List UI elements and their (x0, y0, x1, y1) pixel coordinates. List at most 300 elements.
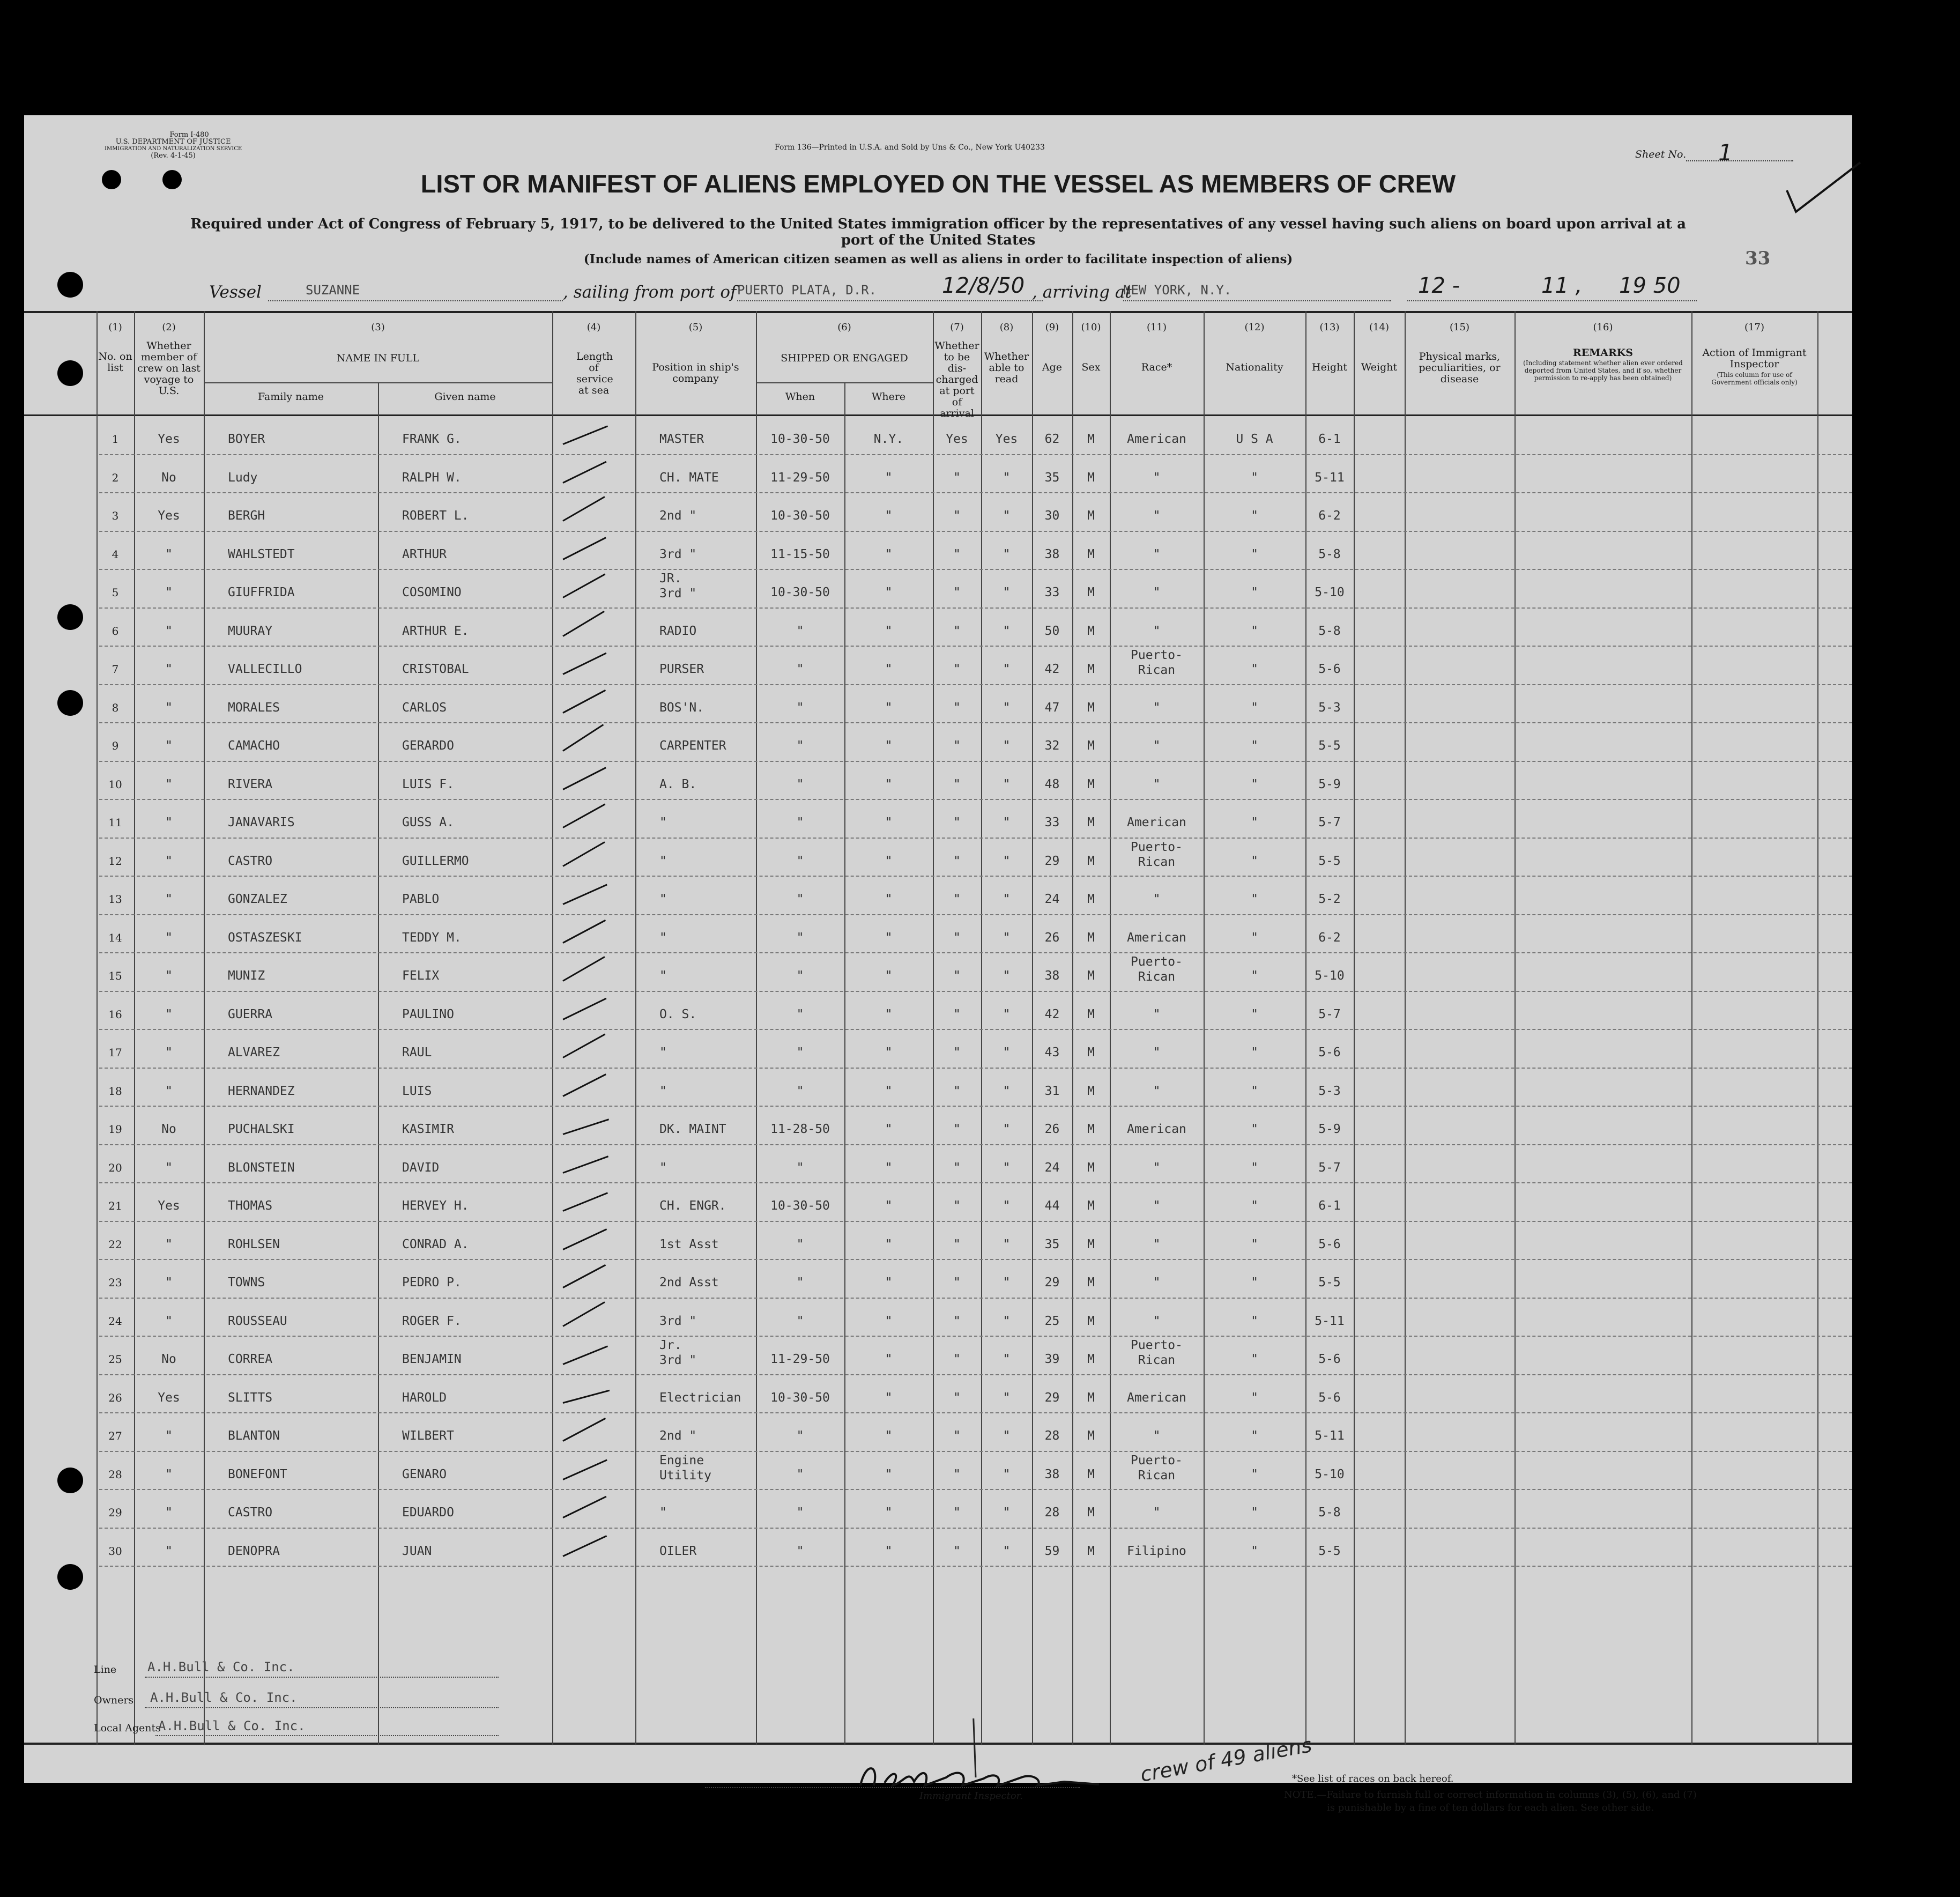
service-tick-mark (562, 1418, 606, 1442)
race-cell: Puerto- (1131, 840, 1183, 854)
prev-voyage-cell: No (161, 1122, 176, 1136)
sex-cell: M (1087, 662, 1095, 676)
position-cell: " (659, 930, 667, 945)
service-tick-mark (562, 461, 606, 483)
shipped-where-cell: " (885, 969, 893, 983)
position-cell: RADIO (659, 624, 697, 638)
position-cell: Jr. (659, 1338, 682, 1352)
given-name-cell: CARLOS (402, 700, 447, 715)
col-shipped-header: SHIPPED OR ENGAGED (781, 352, 908, 364)
sex-cell: M (1087, 816, 1095, 829)
shipped-where-cell: " (885, 470, 893, 485)
age-cell: 25 (1044, 1314, 1060, 1328)
read-cell: " (1003, 624, 1011, 638)
nationality-cell: " (1251, 509, 1258, 523)
discharge-cell: " (953, 1007, 961, 1021)
shipped-when-cell: " (796, 1467, 804, 1481)
read-cell: " (1003, 1467, 1011, 1481)
arrival-day: 12 - (1418, 273, 1460, 298)
race-cell: " (1153, 700, 1161, 715)
race-cell: " (1153, 1429, 1161, 1443)
nationality-cell: " (1251, 1237, 1258, 1251)
given-name-cell: COSOMINO (402, 586, 462, 599)
position-cell: " (659, 854, 667, 868)
read-cell: " (1003, 1390, 1011, 1405)
height-cell: 5-9 (1318, 777, 1341, 791)
row-number: 20 (108, 1161, 122, 1174)
position-cell-line2: 3rd " (659, 587, 697, 601)
given-name-cell: ARTHUR E. (402, 624, 469, 638)
sex-cell: M (1087, 1276, 1095, 1290)
age-cell: 32 (1044, 739, 1060, 753)
position-cell: 2nd " (659, 1429, 697, 1443)
race-cell: " (1153, 509, 1161, 523)
table-row (24, 839, 1852, 877)
age-cell: 59 (1044, 1544, 1060, 1558)
race-cell: " (1153, 1276, 1161, 1290)
discharge-cell: " (953, 1390, 961, 1405)
nationality-cell: " (1251, 1544, 1258, 1558)
prev-voyage-cell: " (165, 1429, 173, 1443)
age-cell: 31 (1044, 1084, 1060, 1098)
height-cell: 6-2 (1318, 930, 1341, 945)
prev-voyage-cell: " (165, 892, 173, 906)
discharge-cell: " (953, 969, 961, 983)
shipped-where-cell: " (885, 1276, 893, 1290)
read-cell: " (1003, 1199, 1011, 1213)
shipped-when-cell: " (796, 624, 804, 638)
row-number: 12 (108, 854, 122, 868)
shipped-where-cell: " (885, 1046, 893, 1059)
table-row (24, 417, 1852, 455)
height-cell: 6-2 (1318, 509, 1341, 523)
sheet-number-underline (1686, 160, 1793, 161)
race-cell-line2: Rican (1138, 1468, 1176, 1483)
shipped-where-cell: " (885, 586, 893, 599)
nationality-cell: " (1251, 777, 1258, 791)
sex-cell: M (1087, 739, 1095, 753)
family-name-cell: HERNANDEZ (228, 1084, 295, 1098)
family-name-cell: ALVAREZ (228, 1046, 280, 1059)
race-cell: American (1127, 816, 1186, 829)
shipped-when-cell: 10-30-50 (770, 586, 830, 599)
discharge-cell: " (953, 700, 961, 715)
nationality-cell: " (1251, 586, 1258, 599)
table-row (24, 1337, 1852, 1375)
prev-voyage-cell: " (165, 739, 173, 753)
nationality-cell: " (1251, 1467, 1258, 1481)
prev-voyage-cell: No (161, 470, 176, 485)
shipped-where-cell: " (885, 930, 893, 945)
table-row (24, 570, 1852, 609)
sex-cell: M (1087, 1390, 1095, 1405)
age-cell: 48 (1044, 777, 1060, 791)
row-number: 22 (108, 1238, 122, 1251)
given-name-cell: JUAN (402, 1544, 432, 1558)
sex-cell: M (1087, 1352, 1095, 1366)
given-name-cell: WILBERT (402, 1429, 454, 1443)
sex-cell: M (1087, 1237, 1095, 1251)
race-cell: Puerto- (1131, 1338, 1183, 1352)
family-name-cell: PUCHALSKI (228, 1122, 295, 1136)
race-cell: Puerto- (1131, 955, 1183, 969)
shipped-when-cell: 11-28-50 (770, 1122, 830, 1136)
family-name-cell: JANAVARIS (228, 816, 295, 829)
family-name-cell: BLONSTEIN (228, 1160, 295, 1175)
age-cell: 38 (1044, 547, 1060, 561)
height-cell: 5-8 (1318, 624, 1341, 638)
subtitle-line3: (Include names of American citizen seamen as well as aliens in order to facilitate inspection of aliens) (583, 252, 1293, 266)
read-cell: " (1003, 739, 1011, 753)
position-cell: 3rd " (659, 547, 697, 561)
position-cell: " (659, 1084, 667, 1098)
given-name-cell: CONRAD A. (402, 1237, 469, 1251)
sheet-label: Sheet No. (1635, 149, 1687, 160)
height-cell: 5-5 (1318, 1276, 1341, 1290)
nationality-cell: " (1251, 1084, 1258, 1098)
discharge-cell: " (953, 739, 961, 753)
nationality-cell: U S A (1236, 432, 1273, 446)
given-name-cell: ARTHUR (402, 547, 447, 561)
shipped-when-cell: " (796, 1276, 804, 1290)
table-row (24, 723, 1852, 762)
shipped-when-cell: " (796, 777, 804, 791)
read-cell: " (1003, 854, 1011, 868)
prev-voyage-cell: " (165, 969, 173, 983)
discharge-cell: " (953, 1199, 961, 1213)
age-cell: 43 (1044, 1046, 1060, 1059)
read-cell: " (1003, 1429, 1011, 1443)
position-cell: " (659, 1046, 667, 1059)
service-tick-mark (562, 537, 606, 560)
given-name-cell: TEDDY M. (402, 930, 462, 945)
shipped-where-cell: N.Y. (873, 432, 904, 446)
age-cell: 47 (1044, 700, 1060, 715)
position-cell: CH. ENGR. (659, 1199, 726, 1213)
table-row (24, 762, 1852, 801)
family-name-cell: VALLECILLO (228, 662, 302, 676)
table-row (24, 915, 1852, 954)
race-cell: " (1153, 892, 1161, 906)
prev-voyage-cell: " (165, 1506, 173, 1520)
read-cell: " (1003, 547, 1011, 561)
family-name-cell: BOYER (228, 432, 265, 446)
given-name-cell: LUIS F. (402, 777, 454, 791)
service-tick-mark (562, 1459, 607, 1480)
service-tick-mark (562, 610, 605, 636)
row-number: 1 (112, 433, 119, 446)
sex-cell: M (1087, 1122, 1095, 1136)
sex-cell: M (1087, 1544, 1095, 1558)
service-tick-mark (563, 1118, 610, 1135)
given-name-cell: PEDRO P. (402, 1276, 462, 1290)
discharge-cell: " (953, 1544, 961, 1558)
height-cell: 5-10 (1315, 586, 1345, 599)
col-prev-voyage-header: Whether member of crew on last voyage to U.S. (137, 340, 201, 397)
read-cell: " (1003, 1544, 1011, 1558)
col-height-header: Height (1312, 361, 1347, 373)
row-number: 13 (108, 893, 122, 906)
height-cell: 5-3 (1318, 1084, 1341, 1098)
position-cell: Engine (659, 1453, 704, 1468)
height-cell: 5-7 (1318, 1007, 1341, 1021)
shipped-where-cell: " (885, 1237, 893, 1251)
family-name-cell: RIVERA (228, 777, 273, 791)
height-cell: 5-11 (1315, 470, 1345, 485)
discharge-cell: " (953, 662, 961, 676)
col-discharge-header: Whether to be dis-charged at port of arrival (934, 340, 979, 419)
position-cell: 2nd " (659, 509, 697, 523)
family-name-cell: BLANTON (228, 1429, 280, 1443)
table-row (24, 647, 1852, 685)
read-cell: " (1003, 892, 1011, 906)
service-tick-mark (562, 724, 604, 752)
manifest-sheet: Form I-480 U.S. DEPARTMENT OF JUSTICE IMMIGRATION AND NATURALIZATION SERVICE (Rev. 4-1-45) Form 136—Printed in U.S.A. and Sold by Uns & Co., New York U40233 Sheet No. 1 LIST OR MANIFEST OF ALIENS EMPLOYED ON THE VESSEL AS MEMBERS OF CREW Required under Act of Congress of February 5, 1917, to be delivered to the United States immigration officer by the representatives of any vessel having such aliens on board upon arrival at a port of the United States (Include names of American citizen seamen as well as aliens in order to facilitate inspection of aliens) 33 Vessel SUZANNE , sailing from port of PUERTO PLATA, D.R. 12/8/50 , arriving at NEW YORK, N.Y. 12 - 11 , 19 50 (1) No. on list (2) Whether member of crew on last voyage to U.S. (3) NAME IN FULL Family name Given name (4) Length of service at sea (5) Position in ship's company (6) SHIPPED OR ENGAGED When Where (7) Whether to be dis-charged at port of arrival (8) Whether able to read (9) Age (10) Sex (11) Race* (12) Nationality (13) Height (14) Weight (15) Physical marks, peculiarities, or disease (16) REMARKS (Including statement whether alien ever ordered deported from United States, and if so, whether permission to re-apply has been obtained) (17) Action of Immigrant Inspector (This column for use of Government officials only) 1 Yes BOYER FRANK G. MASTER 10-30-50 N.Y. Yes Yes 62 M American U S A 6-1 2 No Ludy RALPH W. CH. MATE 11-29-50 " " " 35 M " " 5-11 3 Yes BERGH ROBERT L. 2nd " 10-30-50 " " " 30 M " " 6-2 4 " WAHLSTEDT ARTHUR 3rd " 11-15-50 " " " 38 M " " 5-8 5 " GIUFFRIDA COSOMINO JR. 3rd " 10-30-50 " " " 33 M " " 5-10 6 " MUURAY ARTHUR E. RADIO " " " " 50 M " " 5-8 7 " VALLECILLO CRISTOBAL PURSER " " " " 42 M Puerto- Rican " 5-6 8 " MORALES CARLOS BOS'N. " " " " 47 M " " 5-3 9 " CAMACHO GERARDO CARPENTER " " " " 32 M " " 5-5 10 " RIVERA LUIS F. A. B. " " " " 48 M " " 5-9 11 " JANAVARIS GUSS A. " " " " " 33 M American " 5-7 12 " CASTRO GUILLERMO " " " " " 29 M Puerto- Rican " 5-5 13 " GONZALEZ PABLO " " " " " 24 M " " 5-2 14 " OSTASZESKI TEDDY M. " " " " " 26 M American " 6-2 15 " MUNIZ FELIX " " " " " 38 M Puerto- Rican " 5-10 16 " GUERRA PAULINO O. S. " " " " 42 M " " 5-7 17 " ALVAREZ RAUL " " " " " 43 M " " 5-6 18 " HERNANDEZ LUIS " " " " " 31 M " " 5-3 19 No PUCHALSKI KASIMIR DK. MAINT 11-28-50 " " " 26 M American " 5-9 20 " BLONSTEIN DAVID " " " " " 24 M " " 5-7 21 Yes THOMAS HERVEY H. CH. ENGR. 10-30-50 " " " 44 M " " 6-1 22 " ROHLSEN CONRAD A. 1st Asst " " " " 35 M " " 5-6 23 " TOWNS PEDRO P. 2nd Asst " " " " 29 M " " 5-5 24 " ROUSSEAU ROGER F. 3rd " " " " " 25 M " " 5-11 25 No CORREA BENJAMIN Jr. 3rd " 11-29-50 " " " 39 M Puerto- Rican " 5-6 26 Yes SLITTS HAROLD Electrician 10-30-50 " " " 29 M American " 5-6 27 " BLANTON WILBERT 2nd " " " " " 28 M " " 5-11 28 " BONEFONT GENARO Engine Utility " " " " 38 M Puerto- Rican " 5-10 29 " CASTRO EDUARDO " " " " " 28 M " " 5-8 30 " DENOPRA JUAN OILER " " " " 59 M Filipino " 5-5 Line A.H.Bull & Co. Inc. Owners A.H.Bull & Co. Inc. Local Agents A.H.Bull & Co. Inc. Immigrant Inspector. crew of 49 aliens *See list of races on back hereof. NOTE.—Failure to furnish full or correct information in columns (3), (5), (6), and (7) is punishable by a fine of ten dollars for each alien. See other side. (24, 115, 1852, 1783)
table-row (24, 1069, 1852, 1107)
service-tick-mark (562, 574, 605, 598)
read-cell: " (1003, 470, 1011, 485)
race-cell: " (1153, 1506, 1161, 1520)
sex-cell: M (1087, 1314, 1095, 1328)
races-note: *See list of races on back hereof. (1292, 1773, 1454, 1784)
shipped-when-cell: " (796, 1046, 804, 1059)
race-cell: " (1153, 777, 1161, 791)
service-tick-mark (562, 884, 607, 905)
age-cell: 30 (1044, 509, 1060, 523)
family-name-cell: MUNIZ (228, 969, 265, 983)
height-cell: 5-11 (1315, 1314, 1345, 1328)
table-row (24, 1222, 1852, 1261)
prev-voyage-cell: " (165, 930, 173, 945)
nationality-cell: " (1251, 1429, 1258, 1443)
shipped-when-cell: 10-30-50 (770, 432, 830, 446)
table-row (24, 800, 1852, 839)
prev-voyage-cell: " (165, 1237, 173, 1251)
sex-cell: M (1087, 930, 1095, 945)
discharge-cell: " (953, 930, 961, 945)
race-cell: Puerto- (1131, 648, 1183, 662)
col-given-name-header: Given name (434, 391, 496, 403)
table-row (24, 953, 1852, 992)
discharge-cell: " (953, 854, 961, 868)
family-name-cell: GONZALEZ (228, 892, 287, 906)
given-name-cell: GERARDO (402, 739, 454, 753)
family-name-cell: TOWNS (228, 1276, 265, 1290)
age-cell: 33 (1044, 586, 1060, 599)
discharge-cell: " (953, 1160, 961, 1175)
position-cell: " (659, 969, 667, 983)
shipped-where-cell: " (885, 509, 893, 523)
arrival-year: 19 50 (1619, 273, 1681, 298)
sex-cell: M (1087, 586, 1095, 599)
position-cell: " (659, 1506, 667, 1520)
shipped-where-cell: " (885, 1314, 893, 1328)
nationality-cell: " (1251, 1276, 1258, 1290)
given-name-cell: KASIMIR (402, 1122, 454, 1136)
arrival-month: 11 , (1541, 273, 1583, 298)
row-number: 26 (108, 1391, 122, 1404)
table-row (24, 1452, 1852, 1491)
service-tick-mark (562, 425, 608, 444)
shipped-when-cell: " (796, 662, 804, 676)
nationality-cell: " (1251, 662, 1258, 676)
sex-cell: M (1087, 509, 1095, 523)
race-cell: American (1127, 1122, 1186, 1136)
arrival-port: NEW YORK, N.Y. (1123, 283, 1232, 298)
discharge-cell: " (953, 892, 961, 906)
shipped-when-cell: 10-30-50 (770, 509, 830, 523)
row-number: 23 (108, 1276, 122, 1289)
position-cell: DK. MAINT (659, 1122, 726, 1136)
col-position-header: Position in ship's company (652, 361, 739, 384)
nationality-cell: " (1251, 816, 1258, 829)
table-row (24, 1107, 1852, 1145)
position-cell: CH. MATE (659, 470, 719, 485)
race-cell: American (1127, 1390, 1186, 1405)
age-cell: 28 (1044, 1506, 1060, 1520)
race-cell: " (1153, 1046, 1161, 1059)
nationality-cell: " (1251, 547, 1258, 561)
race-cell: American (1127, 432, 1186, 446)
nationality-cell: " (1251, 930, 1258, 945)
service-tick-mark (562, 1535, 607, 1557)
height-cell: 6-1 (1318, 1199, 1341, 1213)
age-cell: 29 (1044, 1390, 1060, 1405)
age-cell: 33 (1044, 816, 1060, 829)
shipped-when-cell: 11-29-50 (770, 470, 830, 485)
table-row (24, 1529, 1852, 1567)
service-tick-mark (563, 1389, 610, 1403)
service-tick-mark (562, 496, 605, 522)
table-row (24, 493, 1852, 532)
sex-cell: M (1087, 1199, 1095, 1213)
crew-table: (1) No. on list (2) Whether member of crew on last voyage to U.S. (3) NAME IN FULL Family name Given name (4) Length of service at sea (5) Position in ship's company (6) SHIPPED OR ENGAGED When Where (7) Whether to be dis-charged at port of arrival (8) Whether able to read (9) Age (10) Sex (11) Race* (12) Nationality (13) Height (14) Weight (15) Physical marks, peculiarities, or disease (16) REMARKS (Including statement whether alien ever ordered deported from United States, and if so, whether permission to re-apply has been obtained) (17) Action of Immigrant Inspector (This column for use of Government officials only) 1 Yes BOYER FRANK G. MASTER 10-30-50 N.Y. Yes Yes 62 M American U S A 6-1 2 No Ludy RALPH W. CH. MATE 11-29-50 " " " 35 M " " 5-11 3 Yes BERGH ROBERT L. 2nd " 10-30-50 " " " 30 M " " 6-2 4 " WAHLSTEDT ARTHUR 3rd " 11-15-50 " " " 38 M " " 5-8 5 " GIUFFRIDA COSOMINO JR. 3rd " 10-30-50 " " " 33 M " " 5-10 6 " MUURAY ARTHUR E. RADIO " " " " 50 M " " 5-8 7 " VALLECILLO CRISTOBAL PURSER " " " " 42 M Puerto- Rican " 5-6 8 " MORALES CARLOS BOS'N. " " " " 47 M " " 5-3 9 " CAMACHO GERARDO CARPENTER " " " " 32 M " " 5-5 10 " RIVERA LUIS F. A. B. " " " " 48 M " " 5-9 11 " JANAVARIS GUSS A. " " " " " 33 M American " 5-7 12 " CASTRO GUILLERMO " " " " " 29 M Puerto- Rican " 5-5 13 " GONZALEZ PABLO " " " " " 24 M " " 5-2 14 " OSTASZESKI TEDDY M. " " " " " 26 M American " 6-2 15 " MUNIZ FELIX " " " " " 38 M Puerto- Rican " 5-10 16 " GUERRA PAULINO O. S. " " " " 42 M " " 5-7 17 " ALVAREZ RAUL " " " " " 43 M " " 5-6 18 " HERNANDEZ LUIS " " " " " 31 M " " 5-3 19 No PUCHALSKI KASIMIR DK. MAINT 11-28-50 " " " 26 M American " 5-9 20 " BLONSTEIN DAVID " " " " " 24 M " " 5-7 21 Yes THOMAS HERVEY H. CH. ENGR. 10-30-50 " " " 44 M " " 6-1 22 " ROHLSEN CONRAD A. 1st Asst " " " " 35 M " " 5-6 23 " TOWNS PEDRO P. 2nd Asst " " " " 29 M " " 5-5 24 " ROUSSEAU ROGER F. 3rd " " " " " 25 M " " 5-11 25 No CORREA BENJAMIN Jr. 3rd " 11-29-50 " " " 39 M Puerto- Rican " 5-6 26 Yes SLITTS HAROLD Electrician 10-30-50 " " " 29 M American " 5-6 27 " BLANTON WILBERT 2nd " " " " " 28 M " " 5-11 28 " BONEFONT GENARO Engine Utility " " " " 38 M Puerto- Rican " 5-10 29 " CASTRO EDUARDO " " " " " 28 M " " 5-8 30 " DENOPRA JUAN OILER " " " " 59 M Filipino " 5-5 (24, 311, 1852, 1745)
col-when-header: When (785, 391, 815, 403)
punch-hole (57, 272, 83, 298)
sex-cell: M (1087, 1084, 1095, 1098)
nationality-cell: " (1251, 700, 1258, 715)
race-cell: " (1153, 739, 1161, 753)
col-sex-header: Sex (1081, 361, 1101, 373)
position-cell: Electrician (659, 1390, 741, 1405)
page-number: 33 (1745, 248, 1771, 269)
row-number: 16 (108, 1007, 122, 1021)
age-cell: 42 (1044, 662, 1060, 676)
given-name-cell: GUSS A. (402, 816, 454, 829)
height-cell: 5-6 (1318, 662, 1341, 676)
discharge-cell: " (953, 1084, 961, 1098)
position-cell: " (659, 1160, 667, 1175)
given-name-cell: EDUARDO (402, 1506, 454, 1520)
age-cell: 50 (1044, 624, 1060, 638)
sex-cell: M (1087, 432, 1095, 446)
height-cell: 5-7 (1318, 1160, 1341, 1175)
shipped-when-cell: " (796, 1160, 804, 1175)
shipped-where-cell: " (885, 1390, 893, 1405)
shipped-where-cell: " (885, 1352, 893, 1366)
form-id: Form I-480 U.S. DEPARTMENT OF JUSTICE IMMIGRATION AND NATURALIZATION SERVICE (Rev. 4-1-45) (105, 131, 242, 160)
table-row (24, 1413, 1852, 1452)
shipped-when-cell: " (796, 1237, 804, 1251)
prev-voyage-cell: " (165, 777, 173, 791)
row-number: 18 (108, 1084, 122, 1098)
col-family-name-header: Family name (258, 391, 324, 403)
service-tick-mark (562, 1034, 605, 1058)
shipped-where-cell: " (885, 854, 893, 868)
read-cell: " (1003, 1506, 1011, 1520)
shipped-when-cell: " (796, 930, 804, 945)
family-name-cell: BONEFONT (228, 1467, 287, 1481)
prev-voyage-cell: " (165, 1007, 173, 1021)
row-number: 3 (112, 509, 119, 522)
race-cell: American (1127, 930, 1186, 945)
col-inspector-action-header: Action of Immigrant Inspector (1702, 347, 1807, 370)
race-cell: " (1153, 1007, 1161, 1021)
penalty-note-line1: NOTE.—Failure to furnish full or correct information in columns (3), (5), (6), and (7) (1284, 1789, 1697, 1800)
table-row (24, 1375, 1852, 1414)
height-cell: 5-5 (1318, 739, 1341, 753)
read-cell: " (1003, 1352, 1011, 1366)
discharge-cell: " (953, 1276, 961, 1290)
discharge-cell: " (953, 509, 961, 523)
col-inspector-note: (This column for use of Government officials only) (1711, 371, 1798, 386)
shipped-when-cell: " (796, 816, 804, 829)
race-cell: " (1153, 470, 1161, 485)
sex-cell: M (1087, 1506, 1095, 1520)
nationality-cell: " (1251, 1046, 1258, 1059)
shipped-where-cell: " (885, 1544, 893, 1558)
service-tick-mark (562, 1192, 608, 1211)
shipped-where-cell: " (885, 700, 893, 715)
given-name-cell: ROGER F. (402, 1314, 462, 1328)
age-cell: 38 (1044, 1467, 1060, 1481)
shipped-where-cell: " (885, 1160, 893, 1175)
owners-company: A.H.Bull & Co. Inc. (150, 1690, 298, 1705)
age-cell: 62 (1044, 432, 1060, 446)
service-tick-mark (562, 1073, 606, 1097)
given-name-cell: DAVID (402, 1160, 440, 1175)
subtitle-line1: Required under Act of Congress of February 5, 1917, to be delivered to the United States immigration officer by the representatives of any vessel having such aliens on board upon arrival at a (190, 216, 1686, 232)
height-cell: 5-5 (1318, 854, 1341, 868)
nationality-cell: " (1251, 1506, 1258, 1520)
discharge-cell: " (953, 1122, 961, 1136)
family-name-cell: CASTRO (228, 854, 273, 868)
shipped-when-cell: 11-15-50 (770, 547, 830, 561)
service-tick-mark (562, 1264, 606, 1288)
shipped-where-cell: " (885, 624, 893, 638)
row-number: 28 (108, 1468, 122, 1481)
age-cell: 44 (1044, 1199, 1060, 1213)
row-number: 21 (108, 1199, 122, 1212)
table-row (24, 1145, 1852, 1184)
nationality-cell: " (1251, 470, 1258, 485)
family-name-cell: SLITTS (228, 1390, 273, 1405)
race-cell: Puerto- (1131, 1453, 1183, 1468)
discharge-cell: " (953, 470, 961, 485)
family-name-cell: GUERRA (228, 1007, 273, 1021)
family-name-cell: MUURAY (228, 624, 273, 638)
row-number: 27 (108, 1429, 122, 1442)
service-tick-mark (562, 841, 605, 867)
col-where-header: Where (871, 391, 906, 403)
shipped-when-cell: " (796, 1084, 804, 1098)
position-cell: MASTER (659, 432, 704, 446)
sex-cell: M (1087, 892, 1095, 906)
row-number: 17 (108, 1046, 122, 1059)
col-nationality-header: Nationality (1226, 361, 1283, 373)
race-cell: " (1153, 1160, 1161, 1175)
prev-voyage-cell: " (165, 1046, 173, 1059)
